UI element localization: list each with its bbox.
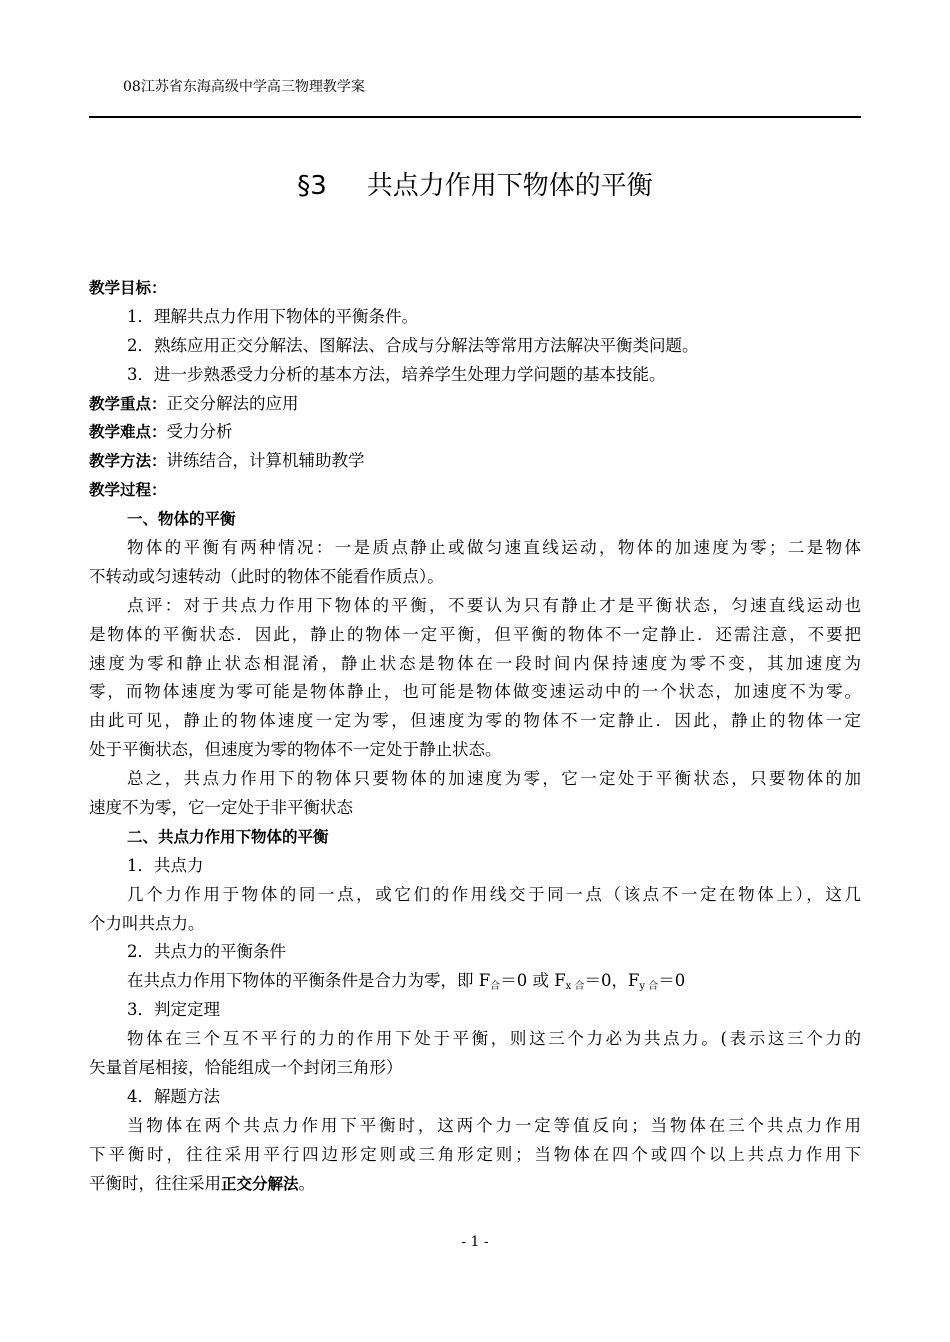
page-title (89, 168, 861, 204)
comment-line-3: 速度为零和静止状态相混淆，静止状态是物体在一段时间内保持速度为零不变，其加速度为 (89, 653, 861, 673)
page-number: - 1 - (461, 1234, 489, 1250)
comment-line-2: 是物体的平衡状态．因此，静止的物体一定平衡，但平衡的物体不一定静止．还需注意，不要把 (89, 624, 861, 644)
difficulty-label: 教学难点： (89, 423, 167, 442)
objective-item-2: 2．熟练应用正交分解法、图解法、合成与分解法等常用方法解决平衡类问题。 (127, 335, 699, 355)
condition-end: ＝0 (658, 971, 686, 991)
section-3-line-1: 物体在三个互不平行的力的作用下处于平衡，则这三个力必为共点力。(表示这三个力的 (127, 1029, 861, 1049)
process-label: 教学过程： (89, 481, 167, 500)
part2-heading: 二、共点力作用下物体的平衡 (127, 827, 329, 846)
section-4-line-3 (89, 1170, 861, 1199)
method-text: 讲练结合，计算机辅助教学 (166, 451, 365, 471)
comment-line-5: 由此可见，静止的物体速度一定为零，但速度为零的物体不一定静止．因此，静止的物体一定 (89, 711, 861, 731)
title-text: 共点力作用下物体的平衡 (366, 171, 653, 201)
section-1-line-2: 个力叫共点力。 (89, 913, 205, 933)
key-point-text: 正交分解法的应用 (166, 393, 299, 413)
summary-line-2: 速度不为零，它一定处于非平衡状态 (89, 798, 353, 818)
section-number: §3 (297, 171, 327, 201)
part1-heading: 一、物体的平衡 (127, 510, 236, 529)
document-body (89, 274, 861, 1199)
page-header: 08江苏省东海高级中学高三物理教学案 (123, 79, 365, 95)
method-label: 教学方法： (89, 452, 167, 471)
section-4-title: 4．解题方法 (127, 1086, 220, 1106)
objective-item-1: 1．理解共点力作用下物体的平衡条件。 (127, 306, 418, 326)
difficulty-row (89, 418, 861, 447)
section-1-line-1: 几个力作用于物体的同一点，或它们的作用线交于同一点（该点不一定在物体上），这几 (127, 884, 861, 904)
subscript-x-net: x 合 (565, 981, 585, 993)
section-4-last-prefix: 平衡时，往往采用 (89, 1173, 221, 1193)
method-row (89, 447, 861, 476)
orthogonal-decomposition-term: 正交分解法 (221, 1174, 299, 1193)
key-point-label: 教学重点： (89, 394, 167, 413)
equilibrium-condition (89, 967, 861, 996)
section-2-title: 2．共点力的平衡条件 (127, 942, 286, 962)
section-3-title: 3．判定定理 (127, 1000, 220, 1020)
difficulty-text: 受力分析 (166, 422, 233, 442)
part1-para1-line2: 不转动或匀速转动（此时的物体不能看作质点）。 (89, 566, 444, 586)
section-3-line-2: 矢量首尾相接，恰能组成一个封闭三角形） (89, 1058, 403, 1078)
objective-item-3: 3．进一步熟悉受力分析的基本方法，培养学生处理力学问题的基本技能。 (127, 364, 666, 384)
section-4-line-2: 下平衡时，往往采用平行四边形定则或三角形定则；当物体在四个或四个以上共点力作用下 (89, 1144, 861, 1164)
section-4-last-suffix: 。 (298, 1173, 316, 1193)
comment-line-4: 零，而物体速度为零可能是物体静止，也可能是物体做变速运动中的一个状态，加速度不为零。 (89, 682, 861, 702)
summary-line-1: 总之，共点力作用下的物体只要物体的加速度为零，它一定处于平衡状态，只要物体的加 (127, 769, 861, 789)
comment-line-6: 处于平衡状态，但速度为零的物体不一定处于静止状态。 (89, 740, 502, 760)
section-1-title: 1．共点力 (127, 855, 204, 875)
condition-prefix: 在共点力作用下物体的平衡条件是合力为零，即 F (127, 971, 491, 991)
subscript-y-net: y 合 (639, 981, 659, 993)
header-divider (89, 116, 861, 118)
part1-para1-line1: 物体的平衡有两种情况：一是质点静止或做匀速直线运动，物体的加速度为零；二是物体 (127, 538, 861, 558)
key-point-row (89, 390, 861, 419)
section-4-line-1: 当物体在两个共点力作用下平衡时，这两个力一定等值反向；当物体在三个共点力作用 (127, 1115, 861, 1135)
condition-mid-2: ＝0，F (584, 971, 640, 991)
comment-line-1: 点评：对于共点力作用下物体的平衡，不要认为只有静止才是平衡状态，匀速直线运动也 (127, 595, 861, 615)
condition-mid-1: ＝0 或 F (500, 971, 566, 991)
subscript-net: 合 (490, 981, 501, 993)
objectives-label: 教学目标： (89, 279, 167, 297)
